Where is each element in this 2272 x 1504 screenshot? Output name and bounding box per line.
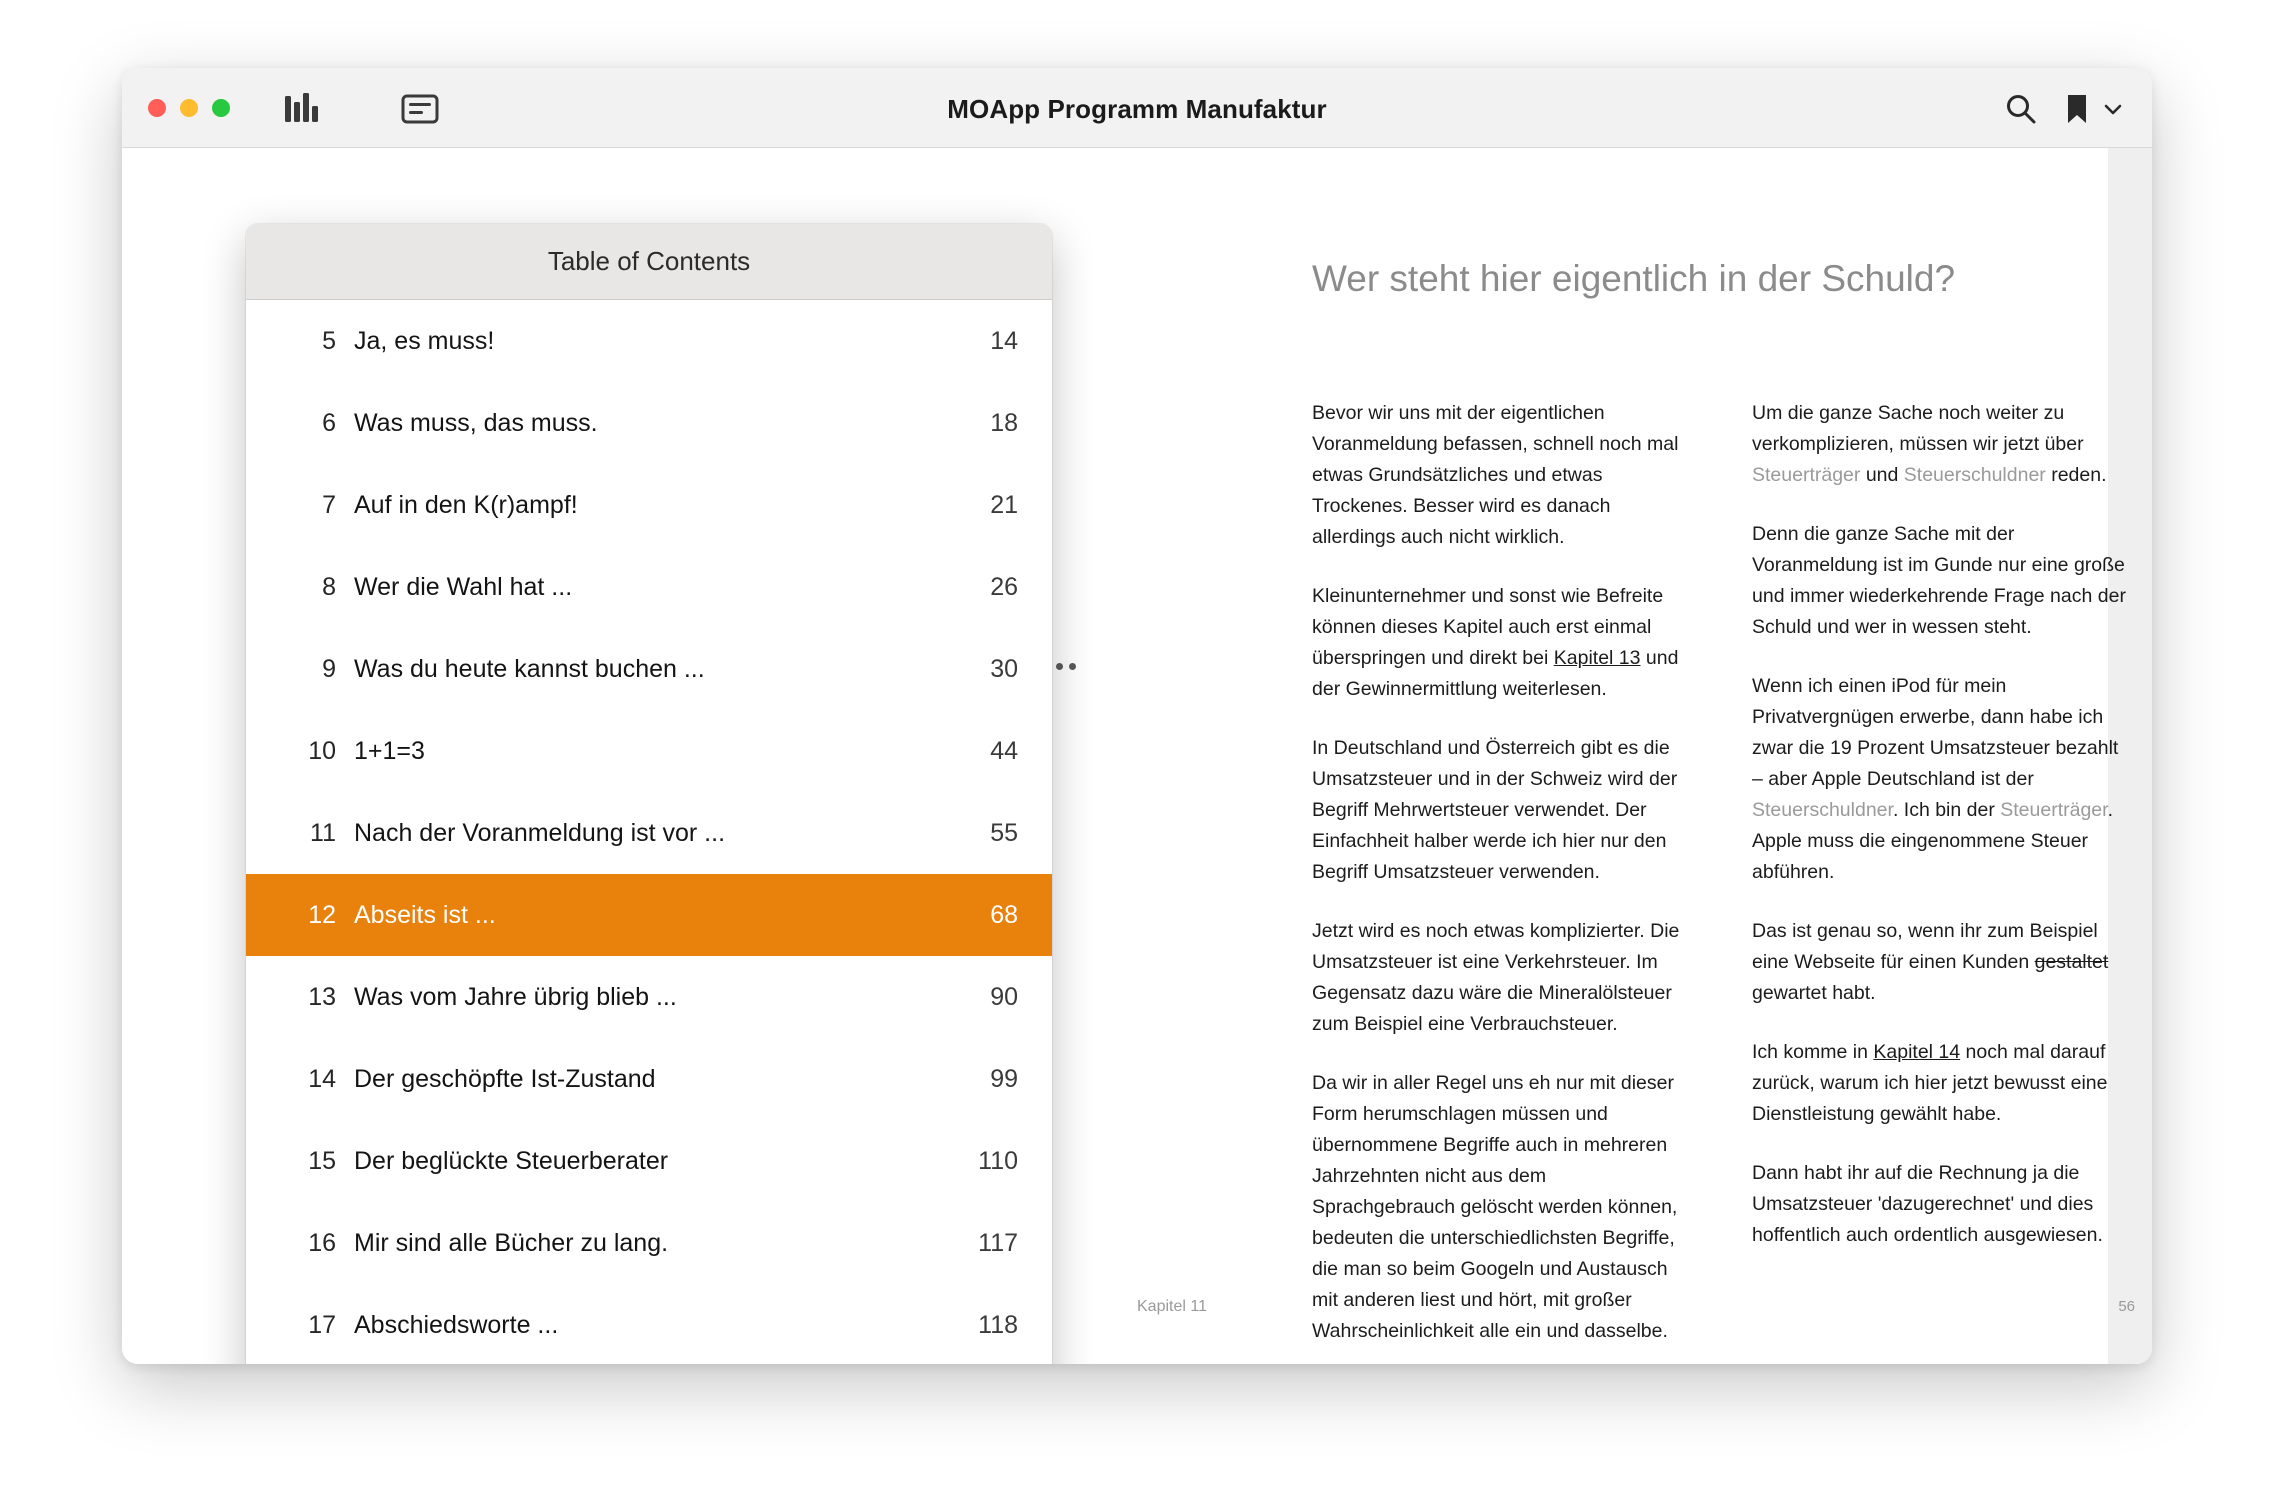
paragraph: Dann habt ihr auf die Rechnung ja die Umsatzsteuer 'dazugerechnet' und dies hoffentlich auch ordentlich ausgewiesen. — [1752, 1162, 2103, 1246]
toc-row-number: 6 — [322, 408, 336, 437]
page-footer-chapter: Kapitel 11 — [1137, 1298, 1207, 1315]
text-run: gewartet habt. — [1752, 982, 1876, 1004]
search-icon[interactable] — [2004, 92, 2038, 131]
toc-header — [246, 224, 1052, 300]
toc-row[interactable] — [246, 382, 1052, 464]
toc-header-title: Table of Contents — [547, 246, 751, 276]
text-run: noch mal darauf zurück, warum ich hier jetzt bewusst eine Dienstleistung gewählt habe. — [1752, 1041, 2108, 1125]
toc-row-page: 118 — [978, 1310, 1018, 1339]
paragraph: Da wir in aller Regel uns eh nur mit dieser Form herumschlagen müssen und übernommene Begriffe auch in mehreren Jahrzehnten nicht aus dem Sprachgebrauch gelöscht werden können, bedeuten die unterschiedlichsten Begriffe, die man so beim Googeln und Austausch mit anderen liest und hört, mit großer Wahrscheinlichkeit alle ein und dasselbe. — [1312, 1072, 1678, 1342]
text-run: Wenn ich einen iPod für mein Privatvergnügen erwerbe, dann habe ich zwar die 19 Prozent Umsatzsteuer bezahlt – aber Apple Deutschland ist der — [1752, 675, 2119, 790]
page-footer-number: 56 — [2118, 1298, 2135, 1315]
toc-row-page: 26 — [990, 572, 1018, 601]
paragraph — [1312, 581, 1692, 705]
text-run: Das ist genau so, wenn ihr zum Beispiel eine Webseite für einen Kunden — [1752, 920, 2098, 973]
toc-row-label: Der geschöpfte Ist-Zustand — [354, 1064, 656, 1093]
page-column-left — [1312, 398, 1692, 1364]
paragraph — [1752, 1037, 2132, 1130]
paragraph: Denn die ganze Sache mit der Voranmeldung ist im Gunde nur eine große und immer wiederkehrende Frage nach der Schuld und wer in wessen steht. — [1752, 523, 2126, 638]
toc-row-page: 90 — [990, 982, 1018, 1011]
toc-row-number: 9 — [322, 654, 336, 683]
toc-row[interactable] — [246, 1284, 1052, 1364]
toc-row[interactable] — [246, 710, 1052, 792]
paragraph: In Deutschland und Österreich gibt es die Umsatzsteuer und in der Schweiz wird der Begriff Mehrwertsteuer verwendet. Der Einfachheit halber werde ich hier nur den Begriff Umsatzsteuer verwenden. — [1312, 737, 1678, 883]
toc-row-label: Abseits ist ... — [354, 900, 496, 929]
toc-row-label: Wer die Wahl hat ... — [354, 572, 573, 601]
paragraph: Jetzt wird es noch etwas komplizierter. Die Umsatzsteuer ist eine Verkehrsteuer. Im Gegensatz dazu wäre die Mineralölsteuer zum Beispiel eine Verbrauchsteuer. — [1312, 920, 1680, 1035]
page-column-right — [1752, 398, 2132, 1279]
paragraph — [1752, 916, 2132, 1009]
pane-drag-handle[interactable] — [1056, 663, 1078, 670]
text-run: Kleinunternehmer und sonst wie Befreite können dieses Kapitel auch erst einmal überspringen und direkt bei — [1312, 585, 1664, 669]
toc-row-number: 14 — [308, 1064, 336, 1093]
toc-row-number: 16 — [308, 1228, 336, 1257]
bookmark-icon[interactable] — [2064, 92, 2090, 131]
toc-row-label: Nach der Voranmeldung ist vor ... — [354, 818, 726, 847]
toc-row-page: 117 — [978, 1228, 1018, 1257]
toc-row[interactable] — [246, 1202, 1052, 1284]
toc-row[interactable] — [246, 628, 1052, 710]
toc-row-page: 99 — [990, 1064, 1018, 1093]
page-title: MOApp Programm Manufaktur — [947, 94, 1327, 124]
toc-row[interactable] — [246, 1038, 1052, 1120]
text-run: reden. — [2045, 464, 2107, 486]
window-titlebar — [122, 68, 2152, 148]
toc-row-number: 15 — [308, 1146, 336, 1175]
toc-list[interactable] — [246, 300, 1052, 1364]
toc-row[interactable] — [246, 1120, 1052, 1202]
toc-row-page: 110 — [978, 1146, 1018, 1175]
steuertraeger-term[interactable]: Steuerträger — [1752, 464, 1861, 486]
table-of-contents-panel — [246, 224, 1052, 1364]
toc-row[interactable] — [246, 956, 1052, 1038]
toc-row-label: Mir sind alle Bücher zu lang. — [354, 1228, 669, 1257]
toc-row-number: 17 — [308, 1310, 336, 1339]
steuerschuldner-term[interactable]: Steuerschuldner — [1903, 464, 2046, 486]
toc-row-page: 21 — [990, 490, 1018, 519]
toc-row[interactable] — [246, 546, 1052, 628]
paragraph — [1752, 671, 2132, 888]
toc-row-label: Was vom Jahre übrig blieb ... — [354, 982, 677, 1011]
drag-dot — [1056, 663, 1063, 670]
toc-row-number: 13 — [308, 982, 336, 1011]
toc-row-page: 68 — [990, 900, 1018, 929]
toc-row-label: Was du heute kannst buchen ... — [354, 654, 705, 683]
toc-row[interactable] — [246, 792, 1052, 874]
toc-row-number: 8 — [322, 572, 336, 601]
toc-row-page: 18 — [990, 408, 1018, 437]
toc-row-page: 30 — [990, 654, 1018, 683]
text-run: und — [1860, 464, 1904, 486]
toc-row[interactable] — [246, 874, 1052, 956]
toc-row-label: Was muss, das muss. — [354, 408, 598, 437]
chapter-13-link[interactable]: Kapitel 13 — [1553, 647, 1641, 669]
toc-row-label: Ja, es muss! — [354, 326, 495, 355]
toc-row-label: Der beglückte Steuerberater — [354, 1146, 669, 1175]
toc-row[interactable] — [246, 300, 1052, 382]
toc-row-number: 7 — [322, 490, 336, 519]
paragraph: Bevor wir uns mit der eigentlichen Voranmeldung befassen, schnell noch mal etwas Grundsätzliches und etwas Trockenes. Besser wird es danach allerdings auch nicht wirklich. — [1312, 402, 1679, 548]
chapter-14-link[interactable]: Kapitel 14 — [1873, 1041, 1961, 1063]
toc-row-page: 44 — [990, 736, 1018, 765]
toc-row-number: 10 — [308, 736, 336, 765]
toc-row[interactable] — [246, 464, 1052, 546]
toc-row-page: 55 — [990, 818, 1018, 847]
toc-row-number: 11 — [310, 818, 336, 847]
chapter-title: Wer steht hier eigentlich in der Schuld? — [1312, 258, 1956, 299]
steuertraeger-term[interactable]: Steuerträger — [2000, 799, 2108, 821]
text-run: und der Gewinnermittlung weiterlesen. — [1312, 647, 1679, 700]
text-run: Um die ganze Sache noch weiter zu verkomplizieren, müssen wir jetzt über — [1752, 402, 2084, 455]
chevron-down-icon[interactable] — [2102, 98, 2124, 125]
toc-row-number: 12 — [308, 900, 336, 929]
toc-row-label: 1+1=3 — [354, 736, 425, 765]
steuerschuldner-term[interactable]: Steuerschuldner — [1752, 799, 1893, 821]
titlebar-right-controls — [2004, 92, 2124, 131]
text-run: . Apple muss die eingenommene Steuer abführen. — [1752, 799, 2113, 883]
book-window — [122, 68, 2152, 1364]
struck-text: gestaltet — [2034, 951, 2109, 973]
toc-row-page: 14 — [990, 326, 1018, 355]
toc-row-number: 5 — [322, 326, 336, 355]
drag-dot — [1069, 663, 1076, 670]
text-run: . Ich bin der — [1892, 799, 2001, 821]
text-run: Ich komme in — [1752, 1041, 1874, 1063]
paragraph — [1752, 398, 2132, 491]
toc-row-label: Abschiedsworte ... — [354, 1310, 559, 1339]
toc-row-label: Auf in den K(r)ampf! — [354, 490, 578, 519]
